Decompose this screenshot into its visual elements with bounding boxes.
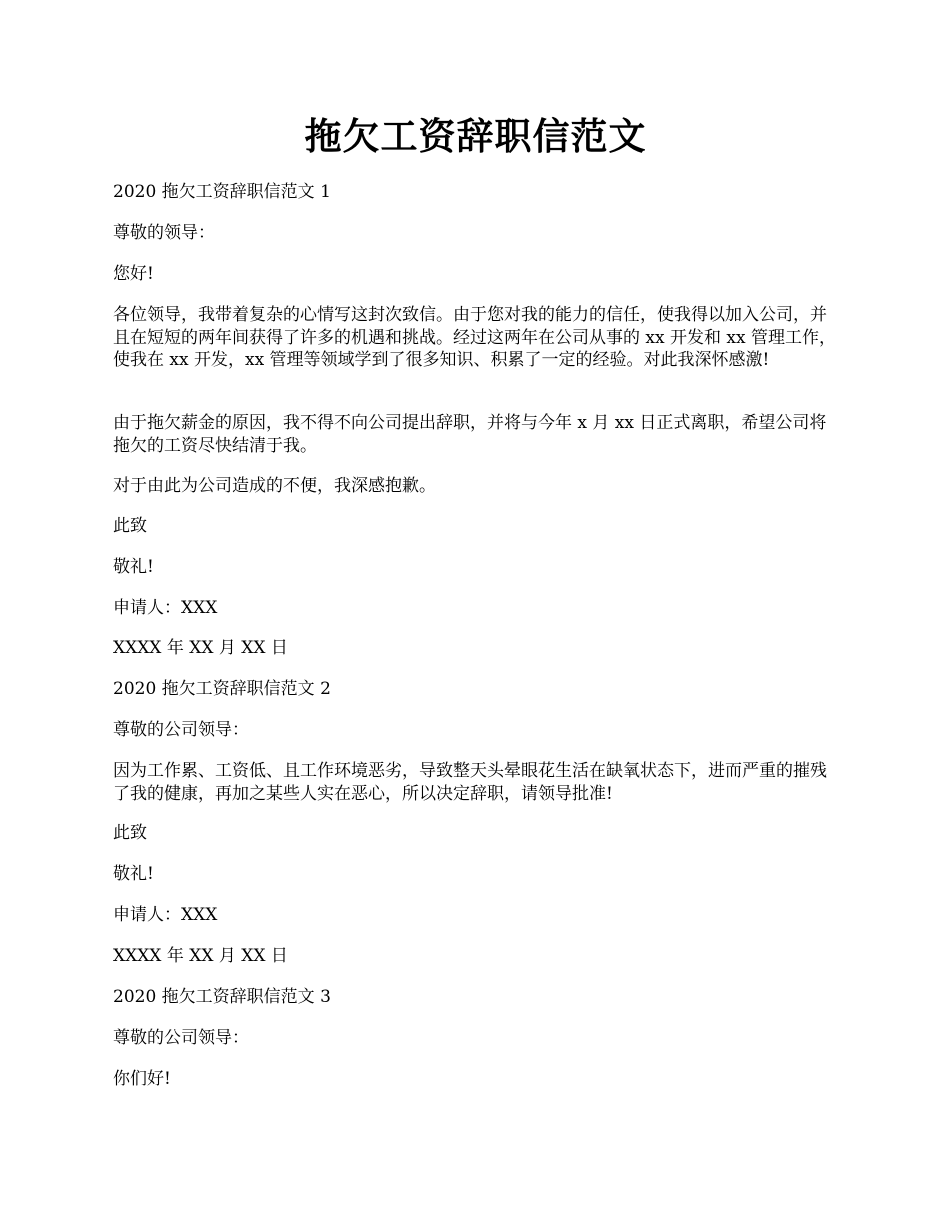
applicant-2: 申请人：XXX — [113, 905, 218, 925]
applicant-1: 申请人：XXX — [113, 598, 218, 618]
body-paragraph-2: 由于拖欠薪金的原因，我不得不向公司提出辞职，并将与今年 x 月 xx 日正式离职，希望公司将拖欠的工资尽快结清于我。 — [113, 413, 827, 456]
body-paragraph-4: 因为工作累、工资低、且工作环境恶劣，导致整天头晕眼花生活在缺氧状态下，进而严重的摧残了我的健康，再加之某些人实在恶心，所以决定辞职，请领导批准! — [113, 761, 827, 804]
date-1: XXXX 年 XX 月 XX 日 — [113, 638, 288, 658]
closing-1: 此致 — [113, 516, 147, 536]
closing-salute-1: 敬礼! — [113, 557, 154, 577]
body-paragraph-1: 各位领导，我带着复杂的心情写这封次致信。由于您对我的能力的信任，使我得以加入公司，并且在短短的两年间获得了许多的机遇和挑战。经过这两年在公司从事的 xx 开发和 xx 管理工作，使我在 xx 开发，xx 管理等领域学到了很多知识、积累了一定的经验。对此我深怀感激! — [113, 305, 836, 370]
salutation-3: 尊敬的公司领导： — [113, 1028, 249, 1048]
body-paragraph-3: 对于由此为公司造成的不便，我深感抱歉。 — [113, 476, 436, 496]
salutation-2: 尊敬的公司领导： — [113, 720, 249, 740]
date-2: XXXX 年 XX 月 XX 日 — [113, 946, 288, 966]
section-heading-1: 2020 拖欠工资辞职信范文 1 — [113, 182, 331, 202]
closing-salute-2: 敬礼! — [113, 864, 154, 884]
greeting-3: 你们好! — [113, 1069, 171, 1089]
salutation-1: 尊敬的领导： — [113, 223, 215, 243]
closing-2: 此致 — [113, 823, 147, 843]
section-heading-3: 2020 拖欠工资辞职信范文 3 — [113, 987, 331, 1007]
section-heading-2: 2020 拖欠工资辞职信范文 2 — [113, 679, 331, 699]
greeting-1: 您好! — [113, 264, 154, 284]
document-title: 拖欠工资辞职信范文 — [304, 114, 647, 158]
